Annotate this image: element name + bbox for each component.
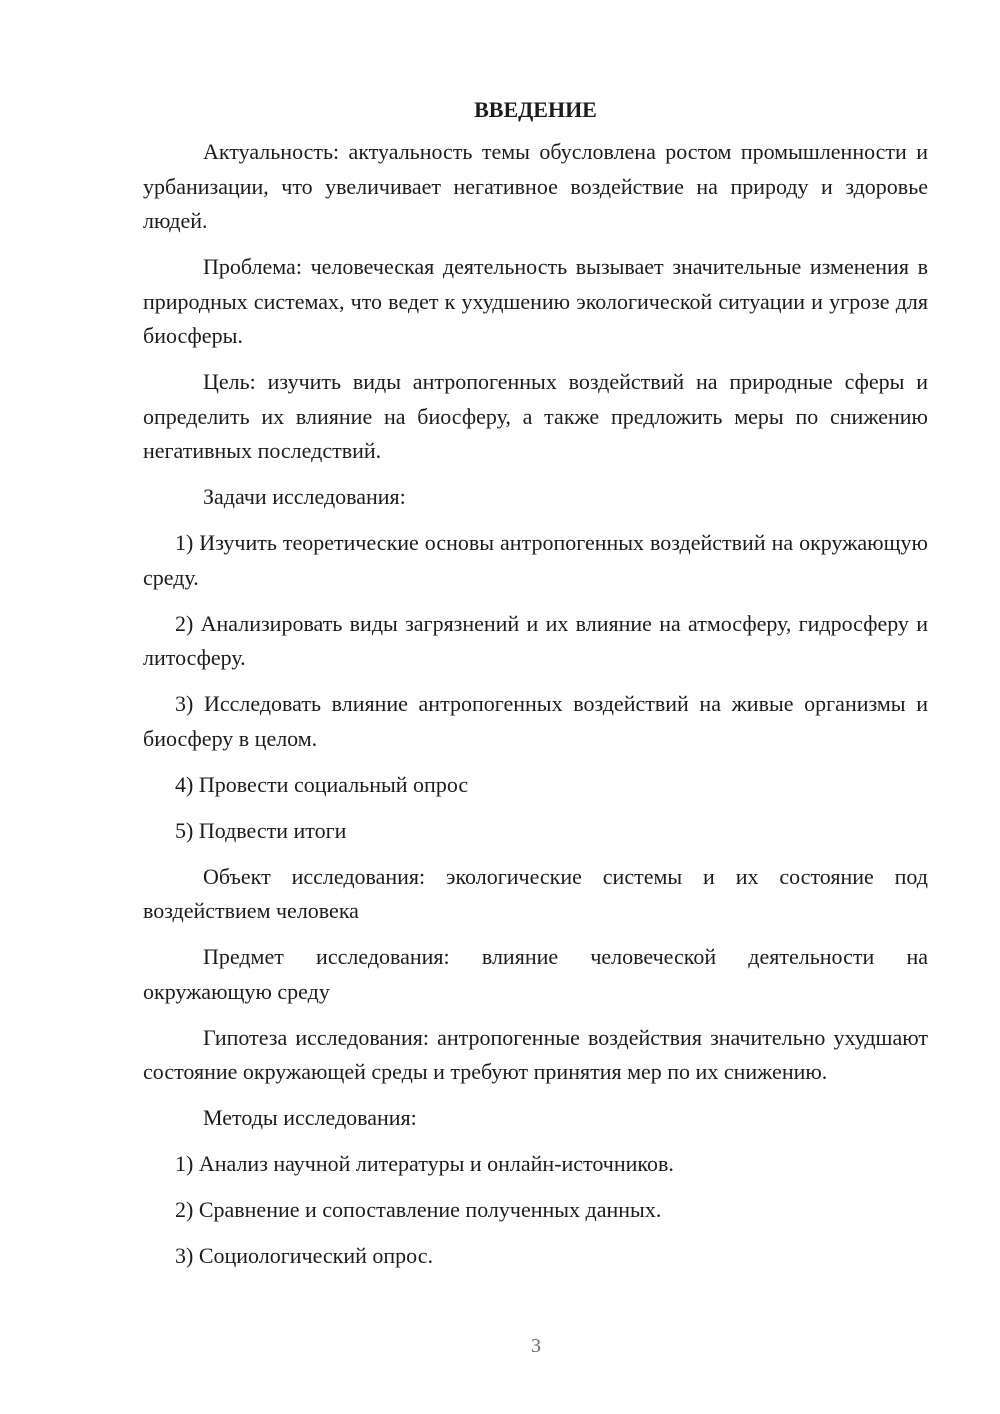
task-item-3: 3) Исследовать влияние антропогенных воздействий на живые организмы и биосферу в целом. [143, 691, 928, 751]
methods-heading: Методы исследования: [203, 1105, 417, 1130]
page-content [143, 92, 928, 1285]
method-item-2: 2) Сравнение и сопоставление полученных данных. [175, 1197, 662, 1222]
task-item-4: 4) Провести социальный опрос [175, 771, 469, 797]
task-item-1: 1) Изучить теоретические основы антропогенных воздействий на окружающую среду. [143, 530, 928, 590]
task-item-5: 5) Подвести итоги [175, 817, 347, 843]
problem-paragraph: Проблема: человеческая деятельность вызывает значительные изменения в природных системах, что ведет к ухудшению экологической ситуации и угрозе для биосферы. [143, 254, 928, 348]
tasks-heading: Задачи исследования: [203, 484, 406, 509]
object-paragraph: Объект исследования: экологические системы и их состояние под воздействием человека [143, 863, 928, 923]
relevance-paragraph: Актуальность: актуальность темы обусловлена ростом промышленности и урбанизации, что увеличивает негативное воздействие на природу и здоровье людей. [143, 139, 928, 233]
page-number: 3 [531, 1335, 541, 1357]
task-item-2: 2) Анализировать виды загрязнений и их влияние на атмосферу, гидросферу и литосферу. [143, 610, 928, 670]
subject-paragraph: Предмет исследования: влияние человеческой деятельности на окружающую среду [143, 944, 928, 1004]
page-title: ВВЕДЕНИЕ [474, 97, 597, 122]
method-item-3: 3) Социологический опрос. [175, 1243, 433, 1268]
hypothesis-paragraph: Гипотеза исследования: антропогенные воздействия значительно ухудшают состояние окружающей среды и требуют принятия мер по их снижению. [143, 1024, 928, 1084]
goal-paragraph: Цель: изучить виды антропогенных воздействий на природные сферы и определить их влияние на биосферу, а также предложить меры по снижению негативных последствий. [143, 369, 928, 463]
method-item-1: 1) Анализ научной литературы и онлайн-источников. [175, 1151, 674, 1176]
